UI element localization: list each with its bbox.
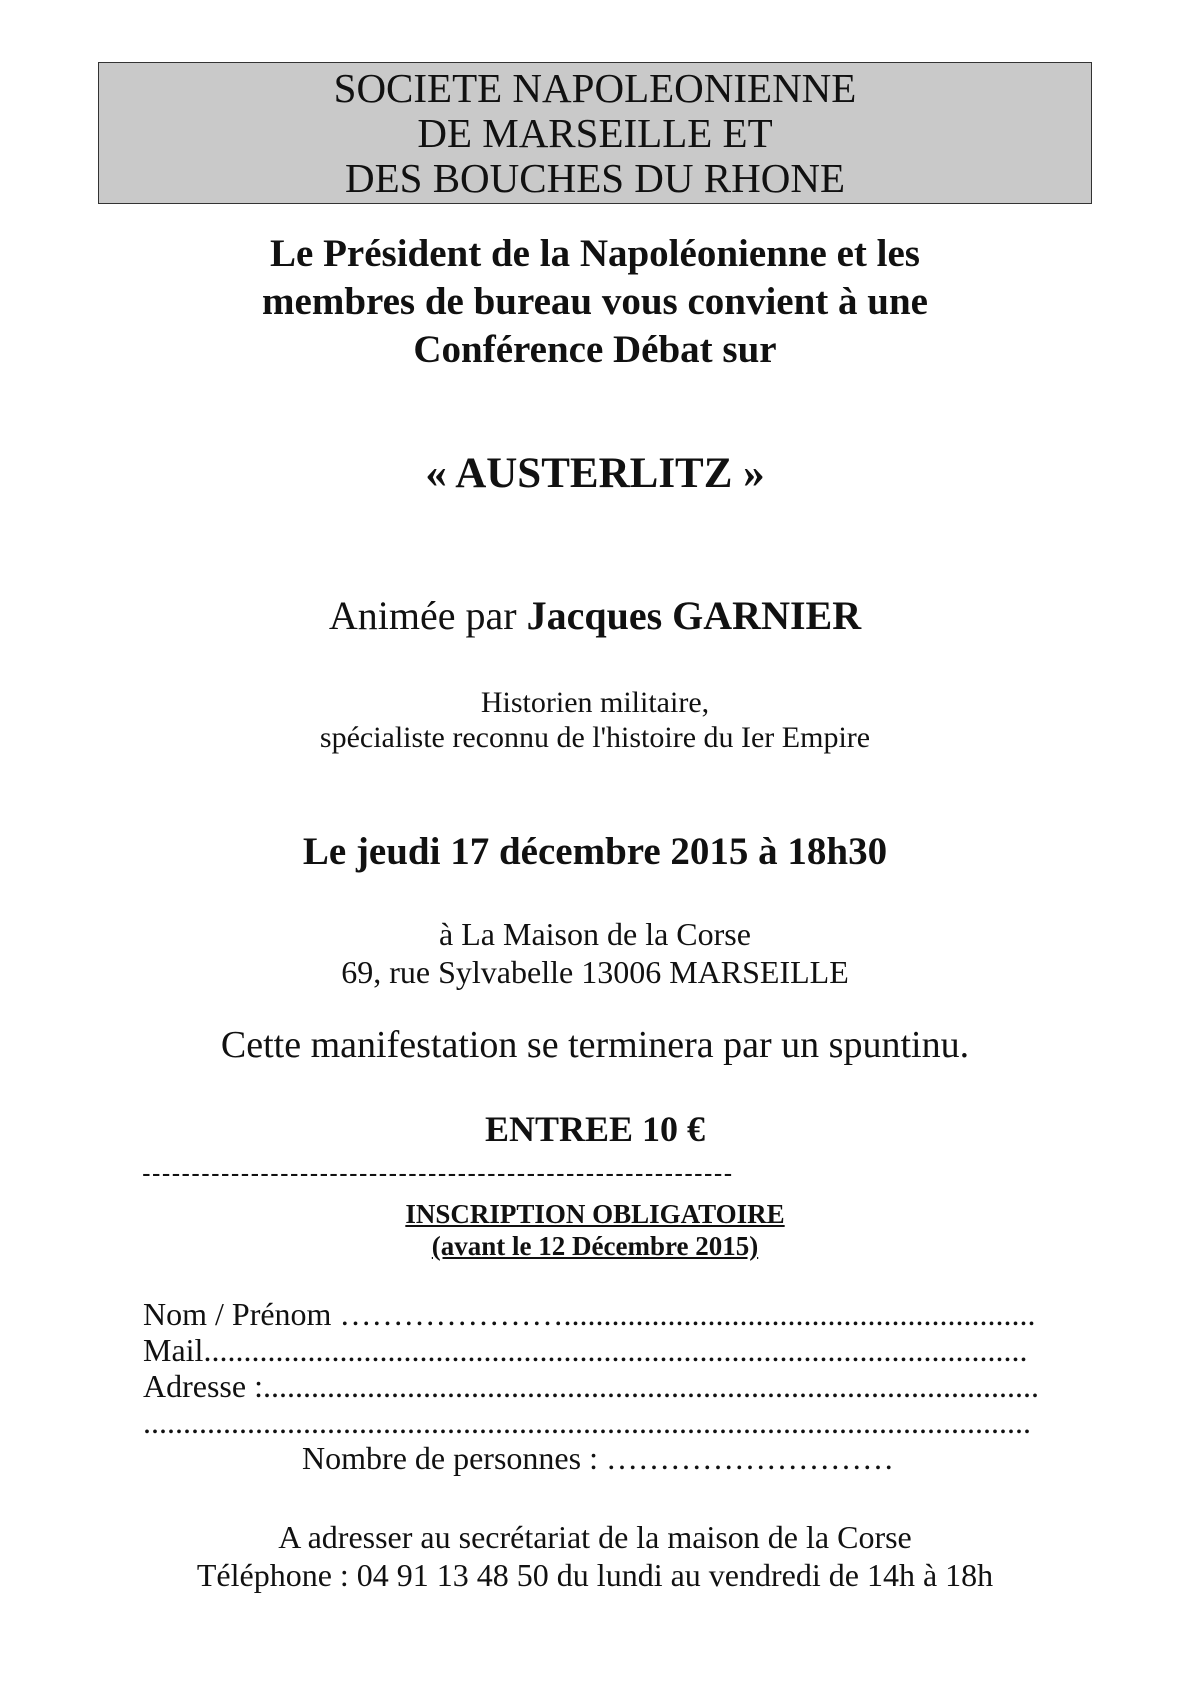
address-continuation-field[interactable]: ............................................................................................................... (143, 1404, 1031, 1440)
header-line-2: DE MARSEILLE ET (417, 109, 773, 156)
invitation-intro (0, 230, 1190, 374)
closing-note: Cette manifestation se terminera par un spuntinu. (220, 1024, 970, 1066)
speaker-line-1: Historien militaire, (480, 686, 710, 719)
people-count-field[interactable]: Nombre de personnes : ……………………… (302, 1440, 894, 1476)
footer-line-2: Téléphone : 04 91 13 48 50 du lundi au vendredi de 14h à 18h (196, 1557, 994, 1593)
registration-heading (0, 1198, 1190, 1262)
host-line (0, 592, 1190, 640)
header-line-3: DES BOUCHES DU RHONE (344, 154, 845, 201)
footer-line-1: A adresser au secrétariat de la maison de la Corse (278, 1519, 912, 1555)
intro-line-1: Le Président de la Napoléonienne et les (270, 232, 920, 275)
venue-line-2: 69, rue Sylvabelle 13006 MARSEILLE (341, 954, 849, 990)
registration-title: INSCRIPTION OBLIGATOIRE (405, 1199, 785, 1229)
address-field[interactable]: Adresse :................................................................................................. (143, 1368, 1039, 1404)
mail-field[interactable]: Mail....................................................................................................... (143, 1332, 1028, 1368)
entry-fee: ENTREE 10 € (484, 1109, 706, 1149)
header-line-1: SOCIETE NAPOLEONIENNE (333, 64, 857, 111)
venue-line-1: à La Maison de la Corse (439, 916, 751, 952)
registration-form (143, 1296, 1053, 1476)
registration-deadline: (avant le 12 Décembre 2015) (431, 1231, 759, 1261)
speaker-description (0, 685, 1190, 755)
cut-line-separator: ------------------------------------------------------------ (142, 1158, 734, 1188)
society-header-box (98, 62, 1092, 204)
intro-line-3: Conférence Débat sur (413, 328, 777, 371)
contact-footer (0, 1518, 1190, 1594)
host-prefix: Animée par (328, 593, 527, 638)
host-name: Jacques GARNIER (526, 593, 862, 638)
intro-line-2: membres de bureau vous convient à une (262, 280, 928, 323)
speaker-line-2: spécialiste reconnu de l'histoire du Ier Empire (319, 721, 871, 754)
event-venue (0, 915, 1190, 991)
event-date: Le jeudi 17 décembre 2015 à 18h30 (302, 830, 888, 873)
name-field[interactable]: Nom / Prénom …………………........................................................... (143, 1296, 1036, 1332)
conference-title: « AUSTERLITZ » (425, 450, 765, 497)
